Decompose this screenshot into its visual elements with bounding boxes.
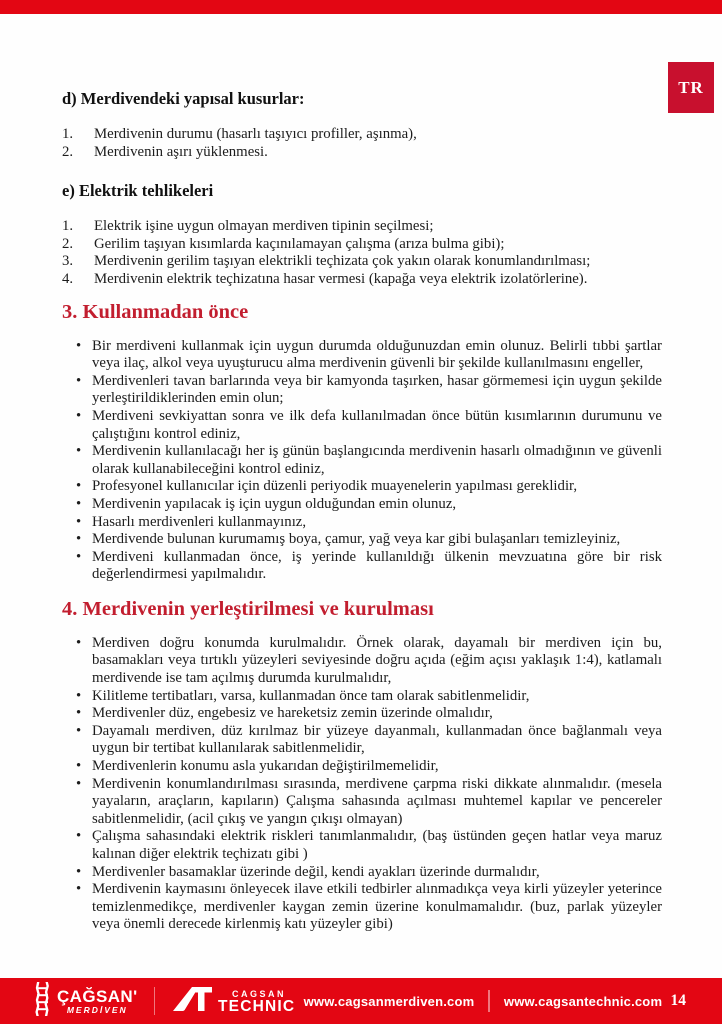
language-tab-label: TR (678, 77, 704, 97)
list-item-text: Merdivenin gerilim taşıyan elektrikli teçhizata çok yakın olarak konumlandırılması; (94, 253, 591, 270)
list-item (62, 338, 662, 373)
list-item (62, 236, 662, 254)
list-item-text: Elektrik işine uygun olmayan merdiven tipinin seçilmesi; (94, 218, 434, 235)
section-heading-positioning: 4. Merdivenin yerleştirilmesi ve kurulması (62, 597, 434, 620)
bullet-marker: • (76, 513, 82, 530)
list-item-text: Gerilim taşıyan kısımlarda kaçınılamayan çalışma (arıza bulma gibi); (94, 235, 505, 252)
section-heading-e: e) Elektrik tehlikeleri (62, 181, 214, 201)
brand-subtitle: MERDİVEN (66, 1004, 128, 1015)
list-item-text: Merdivenin yapılacak iş için uygun olduğundan emin olunuz, (92, 495, 457, 512)
cagsan-merdiven-wordmark (57, 988, 138, 1015)
bullet-marker: • (76, 548, 82, 565)
list-item-text: Profesyonel kullanıcılar için düzenli periyodik muayenelerin yapılması gereklidir, (92, 478, 578, 495)
footer-bar (0, 978, 722, 1024)
bullet-marker: • (76, 863, 82, 880)
language-tab (668, 62, 714, 113)
list-item (62, 864, 662, 882)
list-item-text: Merdivenleri tavan barlarında veya bir kamyonda taşırken, hasar görmemesi için uygun şekilde yerleştirildiklerinden emin olun; (92, 372, 662, 407)
list-number-marker: 1. (62, 218, 74, 235)
list-item (62, 758, 662, 776)
bullet-marker: • (76, 372, 82, 389)
list-item-text: Merdivenin kaymasını önleyecek ilave etkili tedbirler alınmadıkça veya kirli yüzeyler yeterince temizlenmedikçe, merdivenler kaygan zemin üzerine konulmamalıdır. (buz, parlak yüzeyler veya önemli derecede kirlenmiş katı yüzeyler gibi) (92, 881, 662, 933)
ladder-icon (34, 982, 51, 1021)
list-item (62, 514, 662, 532)
merdiven-website-link[interactable]: www.cagsanmerdiven.com (303, 993, 475, 1009)
technic-website-link[interactable]: www.cagsantechnic.com (503, 993, 663, 1009)
bullet-marker: • (76, 478, 82, 495)
list-item (62, 635, 662, 688)
list-item (62, 776, 662, 829)
bullet-marker: • (76, 881, 82, 898)
bullet-marker: • (76, 337, 82, 354)
list-number-marker: 2. (62, 143, 74, 160)
bullet-marker: • (76, 722, 82, 739)
bullet-list-positioning (62, 635, 662, 934)
brand-bottom-label: TECHNIC (218, 997, 296, 1015)
list-item (62, 126, 662, 144)
bullet-marker: • (76, 407, 82, 424)
list-number-marker: 3. (62, 253, 74, 270)
list-item-text: Merdivende bulunan kurumamış boya, çamur, yağ veya kar gibi bulaşanları temizleyiniz, (92, 531, 621, 548)
bullet-marker: • (76, 634, 82, 651)
bullet-list-before-use (62, 338, 662, 584)
list-item-text: Hasarlı merdivenleri kullanmayınız, (92, 513, 307, 530)
page-number: 14 (670, 992, 686, 1009)
list-item (62, 705, 662, 723)
list-item (62, 531, 662, 549)
bullet-marker: • (76, 828, 82, 845)
bullet-marker: • (76, 705, 82, 722)
section-heading-before-use: 3. Kullanmadan önce (62, 300, 249, 323)
list-item-text: Merdivenler düz, engebesiz ve hareketsiz zemin üzerinde olmalıdır, (92, 705, 493, 722)
list-item (62, 496, 662, 514)
list-item-text: Merdivenin durumu (hasarlı taşıyıcı profiller, aşınma), (94, 126, 417, 142)
list-number-marker: 1. (62, 126, 74, 142)
list-item-text: Çalışma sahasındaki elektrik riskleri tanımlanmalıdır, (baş üstünden geçen hatlar veya maruz kalınan diğer elektrik teçhizatı gibi ) (92, 828, 662, 862)
list-item-text: Merdivenlerin konumu asla yukarıdan değiştirilmemelidir, (92, 758, 439, 775)
list-item-text: Merdivenler basamaklar üzerinde değil, kendi ayakları üzerinde durmalıdır, (92, 863, 540, 880)
list-item (62, 408, 662, 443)
list-item (62, 478, 662, 496)
list-item-text: Merdiveni sevkiyattan sonra ve ilk defa kullanılmadan önce bütün kısımlarının durumunu ve çalıştığını kontrol ediniz, (92, 407, 662, 442)
bullet-marker: • (76, 775, 82, 792)
bullet-marker: • (76, 495, 82, 512)
bullet-marker: • (76, 443, 82, 460)
technic-glyph-icon (171, 985, 213, 1018)
bullet-marker: • (76, 531, 82, 548)
numbered-list-electrical-hazards (62, 218, 662, 288)
list-item-text: Merdiven doğru konumda kurulmalıdır. Örnek olarak, dayamalı bir merdiven için bu, basamakları veya tırtıklı yüzeyleri seviyesinde doğru açıda (eğim açısı yaklaşık 1:4), katlamalı merdivende ise tam açılmış durumda kurulmalıdır, (92, 634, 662, 687)
brand-top-label: CAGSAN (232, 988, 287, 999)
list-item-text: Kilitleme tertibatları, varsa, kullanmadan önce tam olarak sabitlenmelidir, (92, 687, 530, 704)
list-item-text: Merdivenin konumlandırılması sırasında, merdivene çarpma riski dikkate alınmalıdır. (mesela yayaların, araçların, kapıların) Çalışma sahasında açılması muhtemel kapılar ve pencereler sabitlenmelidir, (acil çıkış ve yangın çıkışı olmayan) (92, 775, 662, 827)
cagsan-technic-wordmark (218, 989, 295, 1014)
list-item-text: Bir merdiveni kullanmak için uygun durumda olduğunuzdan emin olunuz. Belirli tıbbi şartlar veya ilaç, alkol veya uyuşturucu alma merdivenin güvenli bir şekilde kullanılmasını engeller, (92, 337, 662, 372)
numbered-list-structural-defects (62, 126, 662, 161)
list-item (62, 253, 662, 271)
list-number-marker: 4. (62, 270, 74, 287)
list-item-text: Dayamalı merdiven, düz kırılmaz bir yüzeye dayanmalı, kullanmadan önce bağlanmalı veya uygun bir tertibat kullanılarak sabitlenmelidir, (92, 722, 662, 757)
bullet-marker: • (76, 687, 82, 704)
list-item (62, 688, 662, 706)
list-item-text: Merdivenin kullanılacağı her iş günün başlangıcında merdivenin hasarlı olmadığının ve güvenli olarak kullanabileceğini kontrol ediniz, (92, 443, 662, 477)
list-item-text: Merdivenin aşırı yüklenmesi. (94, 143, 268, 160)
list-item (62, 144, 662, 162)
footer-divider (488, 990, 490, 1012)
list-item-text: Merdiveni kullanmadan önce, iş yerinde kullanıldığı ülkenin mevzuatına göre bir risk değerlendirmesi yapılmalıdır. (92, 548, 662, 583)
list-item (62, 549, 662, 584)
list-item (62, 271, 662, 289)
list-item (62, 828, 662, 863)
list-number-marker: 2. (62, 235, 74, 252)
brand-name: ÇAĞSAN' (57, 986, 138, 1006)
page-content (62, 0, 662, 934)
list-item-text: Merdivenin elektrik teçhizatına hasar vermesi (kapağa veya elektrik izolatörlerine). (94, 270, 588, 287)
list-item (62, 723, 662, 758)
list-item (62, 218, 662, 236)
list-item (62, 373, 662, 408)
bullet-marker: • (76, 758, 82, 775)
list-item (62, 443, 662, 478)
section-heading-d: d) Merdivendeki yapısal kusurlar: (62, 89, 305, 108)
list-item (62, 881, 662, 934)
cagsan-technic-logo (171, 985, 295, 1018)
cagsan-merdiven-logo (34, 982, 138, 1021)
footer-divider (154, 987, 156, 1015)
